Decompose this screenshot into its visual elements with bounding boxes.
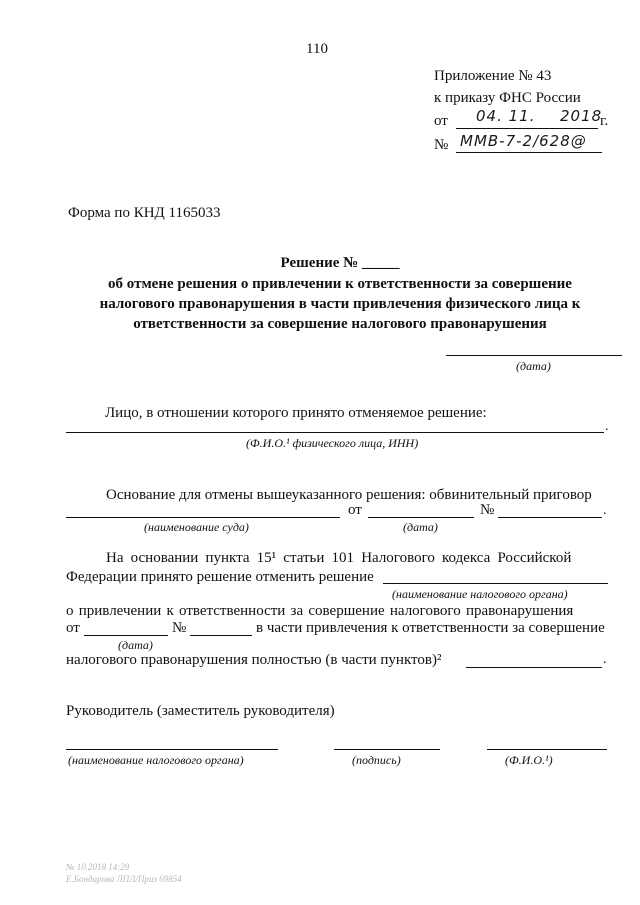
- order-date-suffix: г.: [600, 113, 609, 129]
- person-label: Лицо, в отношении которого принято отменяемое решение:: [105, 405, 487, 421]
- order-date-line: [456, 128, 598, 129]
- decision-date-field-line: [84, 635, 168, 636]
- basis-from-label: от: [348, 502, 362, 518]
- order-date-prefix: от: [434, 113, 448, 129]
- basis-line-dot: .: [603, 503, 607, 518]
- decision-subtitle-1: об отмене решения о привлечении к ответственности за совершение: [108, 276, 572, 292]
- registration-stamp-1: № 10.2018 14:29: [66, 862, 130, 872]
- decision-from-label: от: [66, 620, 80, 636]
- signature-org-line: [66, 749, 278, 750]
- signature-org-caption: (наименование налогового органа): [68, 753, 244, 767]
- appendix-label: Приложение № 43: [434, 68, 552, 84]
- signature-name-line: [487, 749, 607, 750]
- order-label: к приказу ФНС России: [434, 90, 581, 106]
- basis-text: Основание для отмены вышеуказанного решения: обвинительный приговор: [106, 487, 592, 503]
- order-number-handwritten: ММВ-7-2/628@: [460, 132, 587, 150]
- order-number-line: [456, 152, 602, 153]
- decision-line-2: Федерации принято решение отменить решение: [66, 569, 374, 585]
- tax-authority-line: [383, 583, 608, 584]
- basis-number-line: [498, 517, 602, 518]
- decision-number-label: №: [172, 620, 187, 636]
- decision-number-line: [190, 635, 252, 636]
- form-code: Форма по КНД 1165033: [68, 205, 221, 221]
- basis-date-line: [368, 517, 474, 518]
- decision-subtitle-2: налогового правонарушения в части привлечения физического лица к: [99, 296, 581, 312]
- decision-subtitle-3: ответственности за совершение налогового правонарушения: [133, 316, 547, 332]
- decision-line-5: налогового правонарушения полностью (в части пунктов)²: [66, 652, 442, 668]
- person-line-dot: .: [605, 419, 609, 434]
- order-date-handwritten: 04. 11.: [476, 107, 536, 125]
- page-number: 110: [306, 41, 328, 57]
- person-caption: (Ф.И.О.¹ физического лица, ИНН): [246, 436, 419, 450]
- court-name-line: [66, 517, 340, 518]
- court-name-caption: (наименование суда): [144, 520, 249, 534]
- decision-line-1: На основании пункта 15¹ статьи 101 Налогового кодекса Российской: [106, 550, 572, 566]
- decision-date-field-caption: (дата): [118, 638, 153, 652]
- tax-authority-caption: (наименование налогового органа): [392, 587, 568, 601]
- basis-date-caption: (дата): [403, 520, 438, 534]
- registration-stamp-2: Е.Бондарова ЛПЛ/Приз 69854: [66, 874, 182, 884]
- signature-name-caption: (Ф.И.О.¹): [505, 753, 553, 767]
- signature-sign-caption: (подпись): [352, 753, 401, 767]
- signature-sign-line: [334, 749, 440, 750]
- decision-date-caption: (дата): [516, 359, 551, 373]
- decision-line-4: в части привлечения к ответственности за совершение: [256, 620, 605, 636]
- decision-title: Решение № _____: [280, 255, 400, 271]
- decision-date-line: [446, 355, 622, 356]
- decision-line-3: о привлечении к ответственности за совершение налогового правонарушения: [66, 603, 574, 619]
- points-line-dot: .: [603, 652, 607, 667]
- points-line: [466, 667, 602, 668]
- order-number-prefix: №: [434, 137, 449, 153]
- basis-number-label: №: [480, 502, 495, 518]
- order-year-handwritten: 2018: [560, 107, 603, 125]
- person-line: [66, 432, 604, 433]
- signature-head: Руководитель (заместитель руководителя): [66, 703, 335, 719]
